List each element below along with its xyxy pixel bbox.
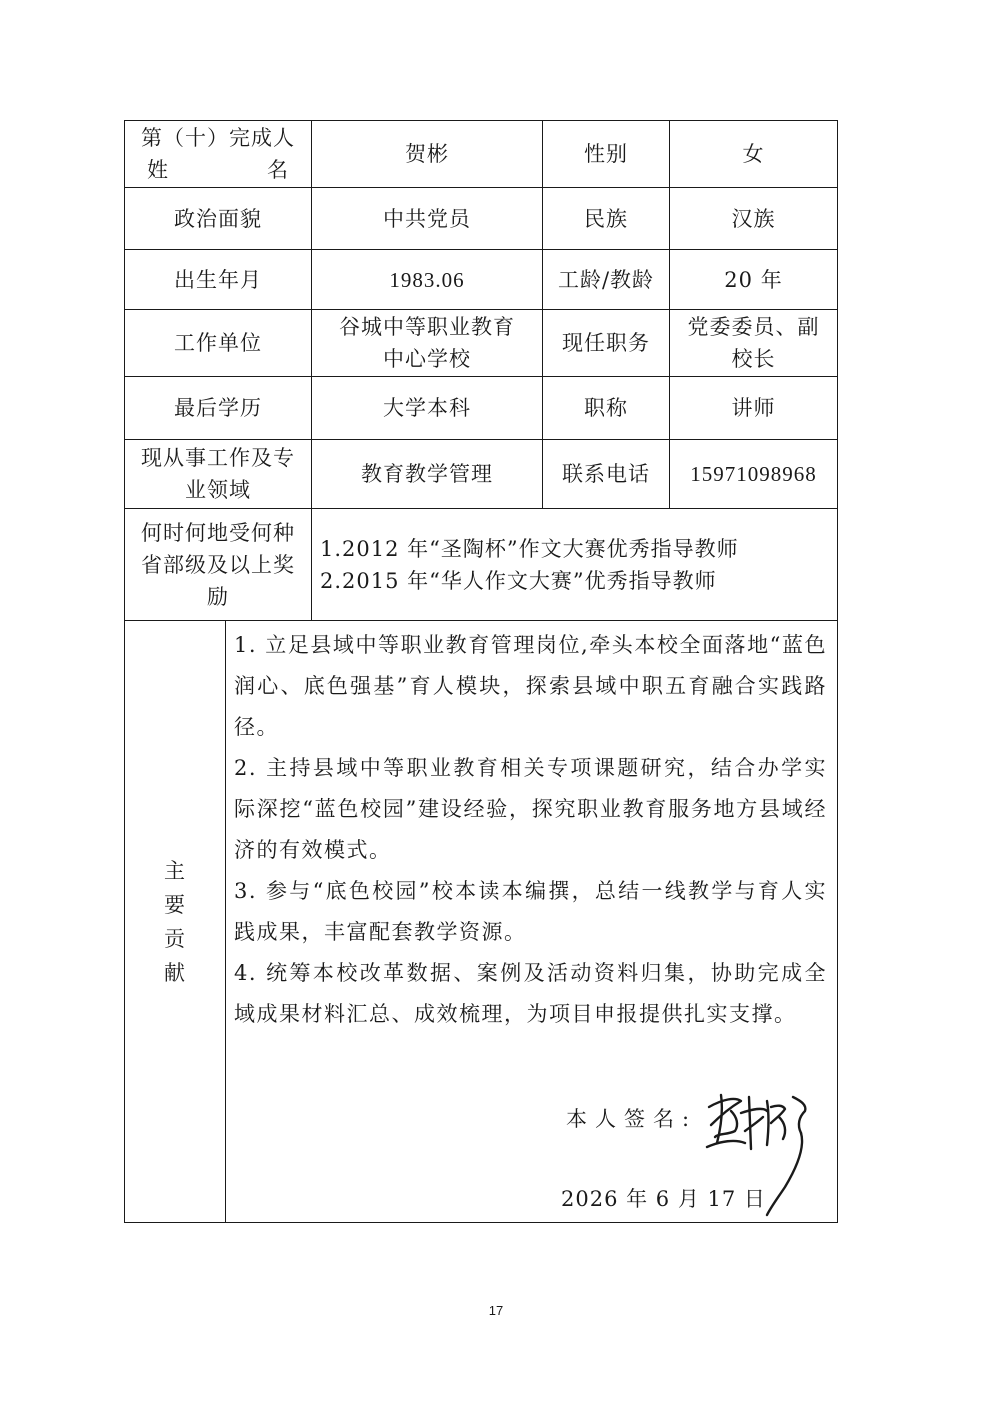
- contribution-item: 3. 参与“底色校园”校本读本编撰，总结一线教学与育人实践成果，丰富配套教学资源。: [234, 879, 827, 944]
- work-field-label-line2: 业领域: [185, 478, 251, 502]
- work-field-value: 教育教学管理: [312, 440, 543, 509]
- work-unit-label: 工作单位: [125, 310, 312, 377]
- position-label: 现任职务: [543, 310, 670, 377]
- awards-label-line3: 励: [207, 584, 229, 609]
- awards-label-line2: 省部级及以上奖: [141, 552, 295, 577]
- contributions-label-char: 要: [164, 892, 186, 917]
- education-value: 大学本科: [312, 377, 543, 440]
- award-item: 1.2012 年“圣陶杯”作文大赛优秀指导教师: [320, 536, 739, 561]
- political-status-label: 政治面貌: [125, 188, 312, 250]
- name-label-line2: [129, 154, 307, 186]
- awards-label: [125, 509, 312, 621]
- award-item: 2.2015 年“华人作文大赛”优秀指导教师: [320, 568, 717, 593]
- birth-date-value: 1983.06: [312, 250, 543, 310]
- gender-value: 女: [670, 121, 838, 188]
- phone-value: 15971098968: [670, 440, 838, 509]
- table-row: [125, 440, 838, 509]
- awards-value: [312, 509, 838, 621]
- table-row: [125, 377, 838, 440]
- ethnicity-value: 汉族: [670, 188, 838, 250]
- sign-date: 2026 年 6 月 17 日: [561, 1187, 766, 1211]
- contributions-label-char: 献: [164, 960, 186, 985]
- contribution-item: 2. 主持县域中等职业教育相关专项课题研究，结合办学实际深挖“蓝色校园”建设经验，探究职业教育服务地方县域经济的有效模式。: [234, 756, 827, 862]
- name-label-line1: 第（十）完成人: [141, 126, 295, 150]
- ethnicity-label: 民族: [543, 188, 670, 250]
- birth-date-label: 出生年月: [125, 250, 312, 310]
- work-field-label: [125, 440, 312, 509]
- table-row: [125, 509, 838, 621]
- service-years-label: 工龄/教龄: [543, 250, 670, 310]
- table-row: [125, 188, 838, 250]
- title-label: 职称: [543, 377, 670, 440]
- position-value: [670, 310, 838, 377]
- phone-label: 联系电话: [543, 440, 670, 509]
- contribution-item: 4. 统筹本校改革数据、案例及活动资料归集，协助完成全域成果材料汇总、成效梳理，为项目申报提供扎实支撑。: [234, 961, 827, 1026]
- work-field-label-line1: 现从事工作及专: [141, 446, 295, 470]
- signature-label: 本人签名:: [566, 1107, 698, 1131]
- position-line2: 校长: [731, 347, 776, 371]
- personnel-info-table: [124, 120, 838, 1223]
- name-label-char-b: 名: [267, 158, 289, 182]
- position-line1: 党委委员、副: [687, 315, 820, 339]
- table-row: [125, 250, 838, 310]
- table-row: [125, 121, 838, 188]
- service-years-value: 20 年: [670, 250, 838, 310]
- gender-label: 性别: [543, 121, 670, 188]
- political-status-value: 中共党员: [312, 188, 543, 250]
- awards-label-line1: 何时何地受何种: [141, 520, 295, 545]
- page-number: 17: [488, 1303, 504, 1318]
- work-unit-value: [312, 310, 543, 377]
- contributions-label: [125, 621, 226, 1223]
- title-value: 讲师: [670, 377, 838, 440]
- table-row: [125, 621, 838, 1223]
- contributions-content: [226, 621, 838, 1223]
- name-label-cell: [125, 121, 312, 188]
- work-unit-line1: 谷城中等职业教育: [339, 315, 515, 339]
- name-label-char-a: 姓: [147, 158, 169, 182]
- contribution-item: 1. 立足县域中等职业教育管理岗位,牵头本校全面落地“蓝色润心、底色强基”育人模块，探索县域中职五育融合实践路径。: [234, 633, 827, 739]
- education-label: 最后学历: [125, 377, 312, 440]
- work-unit-line2: 中心学校: [383, 347, 471, 371]
- name-value: 贺彬: [312, 121, 543, 188]
- table-row: [125, 310, 838, 377]
- contributions-label-char: 主: [164, 858, 186, 883]
- contributions-label-char: 贡: [164, 926, 186, 951]
